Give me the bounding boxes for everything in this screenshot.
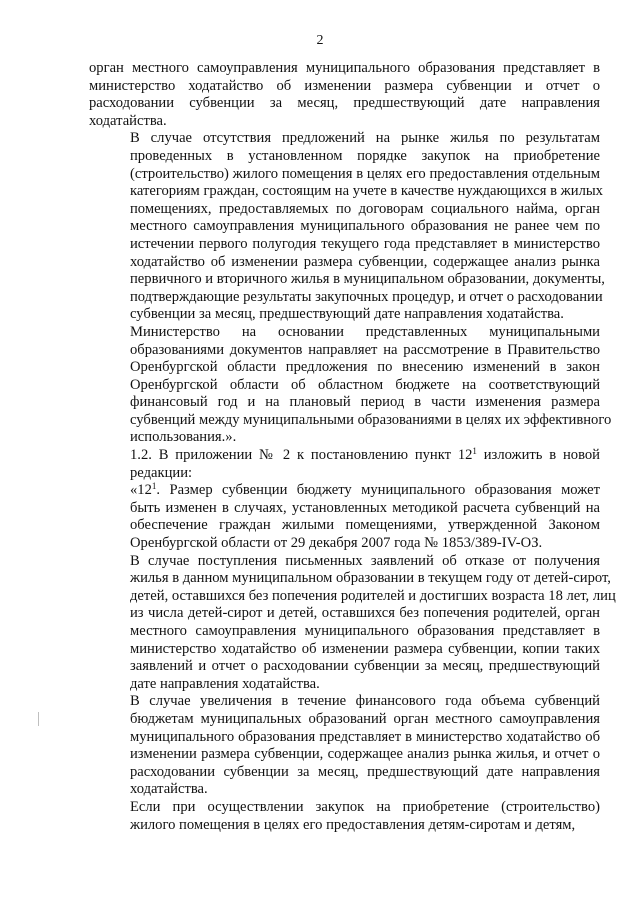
paragraph-p2 [89,130,605,324]
text-line: истечении первого полугодия текущего года представляет в министерство [130,235,600,252]
text-line: В случае увеличения в течение финансового года объема субвенций [130,693,600,710]
paragraph-p5 [89,482,600,552]
text-line: Оренбургской области предложения по внесению изменений в закон [130,359,600,376]
text-line: местного самоуправления муниципального образования представляет в [130,623,600,639]
text-line: изменении размера субвенции, содержащее анализ рынка жилья, и отчет о [130,746,600,763]
text-line: муниципального образования представляет в министерство ходатайство об [130,728,600,745]
text-line: бюджетам муниципальных образований орган местного самоуправления [130,710,600,727]
text-line: ходатайство об изменении размера субвенции, содержащее анализ рынка [130,253,600,270]
text-line: 1.2. В приложении № 2 к постановлению пункт $12^1$ изложить в новой [130,446,600,464]
text-line: расходовании субвенции за месяц, предшествующий дате направления [89,95,600,112]
text-line: категориям граждан, состоящим на учете в качестве нуждающихся в жилых [130,183,603,200]
text-line: расходовании субвенции за месяц, предшествующий дате направления [130,763,600,780]
paragraph-p7 [89,693,600,799]
text-line: использования.». [130,429,237,446]
text-line: В случае поступления письменных заявлений об отказе от получения [130,552,600,569]
text-line: быть изменен в случаях, установленных методикой расчета субвенций на [130,499,600,516]
text-line: местного самоуправления муниципального образования не ранее чем по [130,218,600,235]
text-line: (строительство) жилого помещения в целях его предоставления отдельным [130,165,600,182]
text-line: заявлений и отчет о расходовании субвенции за месяц, предшествующий [130,658,600,675]
text-line: Оренбургской области об областном бюджете на соответствующий [130,376,600,393]
text-line: детей, оставшихся без попечения родителей и достигших возраста 18 лет, лиц [130,587,616,604]
document-body [89,60,616,834]
text-line: образованиями документов направляет на рассмотрение в Правительство [130,341,600,358]
text-line: ходатайства. [89,112,167,129]
text-line: министерство ходатайство об изменении размера субвенции, копии таких [130,640,600,657]
text-line: первичного и вторичного жилья в муниципальном образовании, документы, [130,271,605,288]
paragraph-p1 [89,60,600,130]
text-line: субвенций между муниципальными образованиями в целях их эффективного [130,411,612,428]
text-line: орган местного самоуправления муниципального образования представляет в [89,60,600,76]
text-line: обеспечение граждан жилыми помещениями, утвержденной Законом [130,517,600,534]
paragraph-p6 [89,552,616,694]
page-number: 2 [316,33,324,48]
margin-mark [38,712,39,726]
text-line: «$12^1$. Размер субвенции бюджету муниципального образования может [130,481,600,499]
text-line: из числа детей-сирот и детей, оставшихся без попечения родителей, орган [130,605,600,622]
text-line: помещениях, предоставляемых по договорам социального найма, орган [130,200,600,217]
text-line: жилья в данном муниципальном образовании в текущем году от детей-сирот, [130,570,611,587]
text-line: дате направления ходатайства. [130,675,320,692]
text-line: финансовый год и на плановый период в части изменения размера [130,394,600,411]
text-line: субвенции за месяц, предшествующий дате направления ходатайства. [130,306,564,323]
text-line: Если при осуществлении закупок на приобретение (строительство) [130,798,600,815]
text-line: подтверждающие результаты закупочных процедур, и отчет о расходовании [130,288,603,305]
text-line: проведенных в установленном порядке закупок на приобретение [130,147,600,164]
text-line: Оренбургской области от 29 декабря 2007 года № 1853/389-IV-ОЗ. [130,535,543,552]
text-line: редакции: [130,464,193,481]
paragraph-p3 [89,323,612,447]
text-line: ходатайства. [130,781,208,798]
text-line: В случае отсутствия предложений на рынке жилья по результатам [130,130,600,147]
text-line: жилого помещения в целях его предоставления детям-сиротам и детям, [130,816,576,833]
text-line: Министерство на основании представленных муниципальными [130,323,600,340]
paragraph-p8 [89,799,600,834]
text-line: министерство ходатайство об изменении размера субвенции и отчет о [89,77,600,94]
paragraph-p4 [89,447,600,482]
